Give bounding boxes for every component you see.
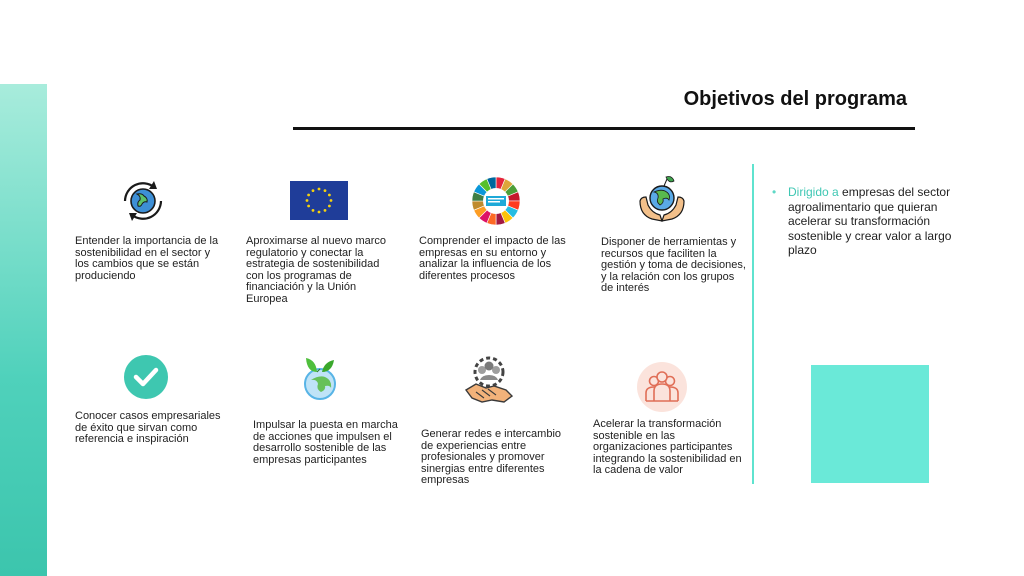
- earth-leaves-icon: [294, 352, 346, 404]
- checkmark-icon: [123, 354, 169, 400]
- decorative-teal-square: [811, 365, 929, 483]
- objective-text: Conocer casos empresariales de éxito que sirvan como referencia e inspiración: [75, 410, 221, 446]
- network-handshake-icon: [462, 352, 516, 408]
- objective-text: Impulsar la puesta en marcha de acciones que impulsen el desarrollo sostenible de las empresas participantes: [253, 419, 398, 466]
- hands-earth-icon: [636, 173, 688, 225]
- objective-text: Aproximarse al nuevo marco regulatorio y conectar la estrategia de sostenibilidad con los programas de financiación y la Unión Europea: [246, 235, 387, 305]
- objective-text: Entender la importancia de la sostenibilidad en el sector y los cambios que se están produciendo: [75, 235, 219, 282]
- left-accent-bar: [0, 84, 47, 576]
- globe-cycle-icon: [117, 175, 169, 227]
- page-title: Objetivos del programa: [683, 88, 907, 110]
- title-divider: [293, 127, 915, 130]
- objective-text: Acelerar la transformación sostenible en las organizaciones participantes integrando la sostenibilidad en la cadena de valor: [593, 418, 742, 477]
- highlight-text: Dirigido a: [788, 185, 839, 199]
- vertical-divider: [752, 164, 754, 484]
- eu-flag-icon: [290, 181, 348, 220]
- objective-text: Generar redes e intercambio de experiencias entre profesionales y promover sinergias entre diferentes empresas: [421, 428, 562, 487]
- objective-text: Comprender el impacto de las empresas en su entorno y analizar la influencia de los diferentes procesos: [419, 235, 566, 282]
- bullet-marker: •: [772, 185, 777, 199]
- target-audience-note: [772, 185, 962, 258]
- team-icon: [636, 361, 688, 413]
- objective-text: Disponer de herramientas y recursos que faciliten la gestión y toma de decisiones, y la relación con los grupos de interés: [601, 236, 746, 295]
- sdg-wheel-icon: [470, 175, 522, 227]
- note-text: empresas del sector agroalimentario que quieran acelerar su transformación sostenible y crear valor a largo plazo: [788, 185, 952, 257]
